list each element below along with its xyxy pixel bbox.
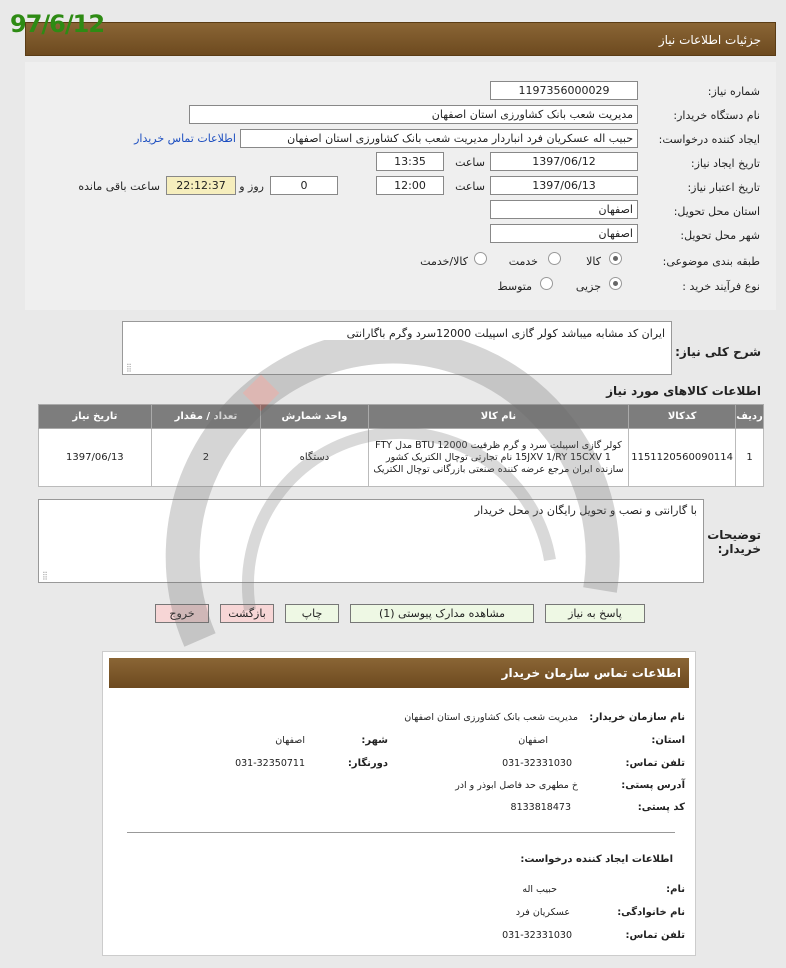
purchase-option-medium: متوسط — [497, 280, 532, 293]
col-date: تاریخ نیاز — [39, 405, 152, 429]
creator-name-value: حبیب اله — [522, 884, 557, 895]
address-label: آدرس پستی: — [621, 780, 685, 791]
back-button[interactable]: بازگشت — [220, 604, 274, 623]
delivery-city-field: اصفهان — [490, 224, 638, 243]
category-label: طبقه بندی موضوعی: — [662, 255, 760, 268]
buyer-contact-card — [102, 651, 696, 956]
province-value: اصفهان — [518, 735, 548, 746]
contact-card-title: اطلاعات تماس سازمان خریدار — [501, 666, 681, 680]
goods-table — [38, 404, 764, 487]
creator-family-value: عسکریان فرد — [515, 907, 570, 918]
watermark-arc — [183, 347, 603, 640]
phone-label: تلفن تماس: — [625, 758, 685, 769]
created-date-label: تاریخ ایجاد نیاز: — [690, 157, 760, 170]
creator-family-label: نام خانوادگی: — [617, 907, 685, 918]
cell-qty: 2 — [151, 429, 260, 487]
cell-name: کولر گازی اسپیلت سرد و گرم ظرفیت BTU 12000 مدل FTY 15JXV 1/RY 15CXV 1 نام تجارتی توچال الکتریک کشور سازنده ایران مرجع عرضه کننده صنعتی بازرگانی توچال الکتریک — [368, 429, 629, 487]
phone-value: 031-32331030 — [502, 758, 572, 769]
contact-card-header — [109, 658, 689, 688]
view-documents-button[interactable]: مشاهده مدارک پیوستی (1) — [350, 604, 534, 623]
resize-grip-icon[interactable]: ⣿ — [42, 571, 48, 580]
col-name: نام کالا — [368, 405, 629, 429]
buyer-notes-text: با گارانتی و نصب و تحویل رایگان در محل خریدار — [474, 504, 697, 517]
purchase-radio-minor[interactable] — [609, 277, 622, 290]
category-option-goods: کالا — [586, 255, 601, 268]
print-button[interactable]: چاپ — [285, 604, 339, 623]
page-header — [25, 22, 776, 56]
col-unit: واحد شمارش — [261, 405, 369, 429]
category-radio-both[interactable] — [474, 252, 487, 265]
col-index: ردیف — [736, 405, 764, 429]
creator-phone-value: 031-32331030 — [502, 930, 572, 941]
description-label: شرح کلی نیاز: — [675, 345, 761, 359]
need-number-label: شماره نیاز: — [707, 85, 760, 98]
page-title: جزئیات اطلاعات نیاز — [658, 33, 761, 47]
created-time-label: ساعت — [455, 156, 485, 169]
fax-value: 031-32350711 — [235, 758, 305, 769]
table-row — [39, 429, 764, 487]
category-option-service: خدمت — [508, 255, 538, 268]
address-value: خ مطهری حد فاصل ابوذر و ادر — [455, 780, 578, 791]
cell-date: 1397/06/13 — [39, 429, 152, 487]
days-label: روز و — [239, 180, 264, 193]
created-date-field: 1397/06/12 — [490, 152, 638, 171]
purchase-radio-medium[interactable] — [540, 277, 553, 290]
goods-section-title: اطلاعات کالاهای مورد نیاز — [606, 384, 761, 398]
buyer-label: نام دستگاه خریدار: — [673, 109, 760, 122]
divider — [127, 832, 675, 833]
province-label: استان: — [651, 735, 685, 746]
creator-phone-label: تلفن تماس: — [625, 930, 685, 941]
time-remaining-label: ساعت باقی مانده — [78, 180, 160, 193]
buyer-field: مدیریت شعب بانک کشاورزی استان اصفهان — [189, 105, 638, 124]
cell-index: 1 — [736, 429, 764, 487]
days-remaining-field: 0 — [270, 176, 338, 195]
date-stamp: 97/6/12 — [10, 10, 105, 38]
buyer-notes-box — [38, 499, 704, 583]
city-value: اصفهان — [275, 735, 305, 746]
valid-time-field: 12:00 — [376, 176, 444, 195]
category-radio-goods[interactable] — [609, 252, 622, 265]
buyer-notes-label: توضیحات خریدار: — [707, 528, 761, 556]
delivery-province-label: استان محل تحویل: — [673, 205, 760, 218]
time-remaining-field: 22:12:37 — [166, 176, 236, 195]
creator-label: ایجاد کننده درخواست: — [658, 133, 760, 146]
fax-label: دورنگار: — [347, 758, 388, 769]
created-time-field: 13:35 — [376, 152, 444, 171]
valid-time-label: ساعت — [455, 180, 485, 193]
col-code: کدکالا — [629, 405, 736, 429]
creator-field: حبیب اله عسکریان فرد انباردار مدیریت شعب بانک کشاورزی استان اصفهان — [240, 129, 638, 148]
category-option-both: کالا/خدمت — [420, 255, 468, 268]
org-label: نام سازمان خریدار: — [589, 712, 685, 723]
creator-info-title: اطلاعات ایجاد کننده درخواست: — [520, 854, 673, 865]
exit-button[interactable]: خروج — [155, 604, 209, 623]
valid-date-label: تاریخ اعتبار نیاز: — [687, 181, 760, 194]
postal-value: 8133818473 — [510, 802, 571, 813]
purchase-type-label: نوع فرآیند خرید : — [682, 280, 760, 293]
valid-date-field: 1397/06/13 — [490, 176, 638, 195]
buyer-contact-link[interactable]: اطلاعات تماس خریدار — [134, 132, 236, 145]
reply-button[interactable]: پاسخ به نیاز — [545, 604, 645, 623]
delivery-city-label: شهر محل تحویل: — [680, 229, 760, 242]
cell-unit: دستگاه — [261, 429, 369, 487]
purchase-option-minor: جزیی — [575, 280, 601, 293]
description-text: ایران کد مشابه میباشد کولر گازی اسپیلت 12000سرد وگرم باگارانتی — [346, 327, 665, 340]
resize-grip-icon[interactable]: ⣿ — [126, 363, 132, 372]
city-label: شهر: — [361, 735, 388, 746]
cell-code: 1151120560090114 — [629, 429, 736, 487]
creator-name-label: نام: — [666, 884, 685, 895]
postal-label: کد پستی: — [637, 802, 685, 813]
delivery-province-field: اصفهان — [490, 200, 638, 219]
need-number-field: 1197356000029 — [490, 81, 638, 100]
org-value: مدیریت شعب بانک کشاورزی استان اصفهان — [404, 712, 578, 723]
goods-table-wrap — [38, 404, 764, 487]
category-radio-service[interactable] — [548, 252, 561, 265]
col-qty: تعداد / مقدار — [151, 405, 260, 429]
description-box — [122, 321, 672, 375]
